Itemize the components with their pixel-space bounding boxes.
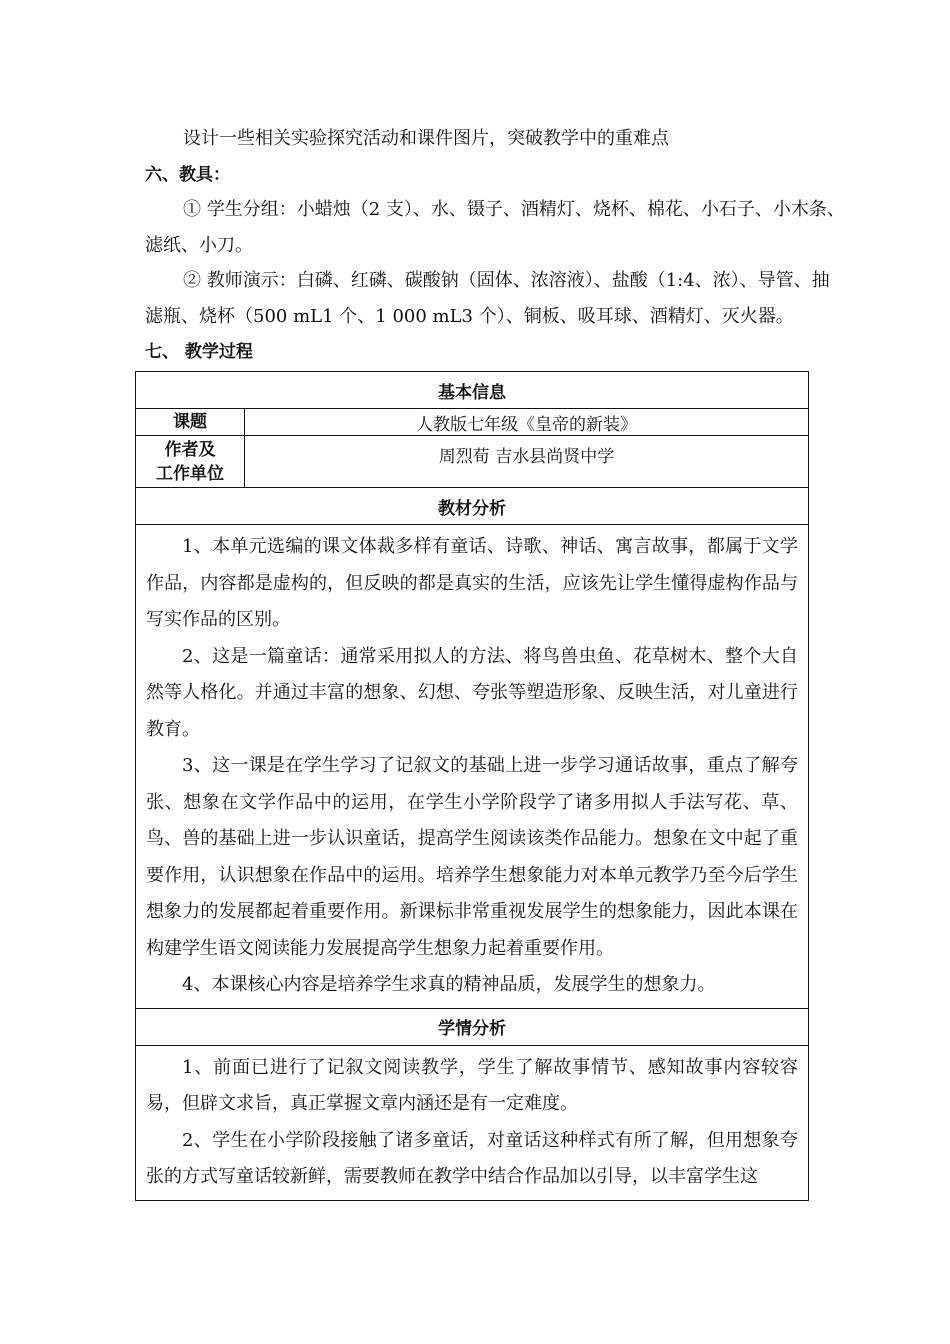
material-paragraph: 3、这一课是在学生学习了记叙文的基础上进一步学习通话故事，重点了解夸张、想象在文学作品中的运用，在学生小学阶段学了诸多用拟人手法写花、草、鸟、兽的基础上进一步认识童话，提高学生阅读该类作品能力。想象在文中起了重要作用，认识想象在作品中的运用。培养学生想象能力对本单元教学乃至今后学生想象力的发展都起着重要作用。新课标非常重视发展学生的想象能力，因此本课在构建学生语文阅读能力发展提高学生想象力起着重要作用。	[146, 755, 798, 959]
author-value: 周烈荀 吉水县尚贤中学	[245, 436, 809, 488]
material-paragraph: 1、本单元选编的课文体裁多样有童话、诗歌、神话、寓言故事，都属于文学作品，内容都是虚构的，但反映的都是真实的生活，应该先让学生懂得虚构作品与写实作品的区别。	[146, 536, 798, 630]
topic-value: 人教版七年级《皇帝的新装》	[245, 409, 809, 436]
student-analysis-title: 学情分析	[136, 1008, 809, 1045]
material-paragraph: 4、本课核心内容是培养学生求真的精神品质，发展学生的想象力。	[182, 974, 716, 995]
equipment-line: 滤瓶、烧杯（500 mL1 个、1 000 mL3 个）、铜板、吸耳球、酒精灯、灭火器。	[145, 306, 794, 327]
equipment-line: 滤纸、小刀。	[145, 235, 253, 256]
material-analysis-body	[136, 525, 809, 1009]
section-7-heading: 七、 教学过程	[145, 342, 253, 362]
author-label-line-2: 工作单位	[156, 463, 224, 484]
author-label	[136, 436, 245, 488]
section-6-heading: 六、教具：	[145, 165, 230, 185]
topic-label: 课题	[136, 409, 245, 436]
intro-line: 设计一些相关实验探究活动和课件图片，突破教学中的重难点	[183, 128, 669, 149]
material-paragraph: 2、这是一篇童话：通常采用拟人的方法、将鸟兽虫鱼、花草树木、整个大自然等人格化。并通过丰富的想象、幻想、夸张等塑造形象、反映生活，对儿童进行教育。	[146, 645, 798, 740]
student-analysis-body	[136, 1045, 809, 1200]
lesson-info-table	[135, 371, 809, 1201]
student-paragraph: 1、前面已进行了记叙文阅读教学，学生了解故事情节、感知故事内容较容易，但辟文求旨，真正掌握文章内涵还是有一定难度。	[146, 1056, 798, 1114]
material-analysis-title: 教材分析	[136, 488, 809, 525]
basic-info-title: 基本信息	[136, 372, 809, 409]
author-label-line-1: 作者及	[164, 439, 216, 460]
equipment-line: ② 教师演示：白磷、红磷、碳酸钠（固体、浓溶液）、盐酸（1:4、浓）、导管、抽	[183, 270, 830, 291]
equipment-line: ① 学生分组：小蜡烛（2 支）、水、镊子、酒精灯、烧杯、棉花、小石子、小木条、	[183, 199, 845, 220]
student-paragraph: 2、学生在小学阶段接触了诸多童话，对童话这种样式有所了解，但用想象夸张的方式写童话较新鲜，需要教师在教学中结合作品加以引导，以丰富学生这	[146, 1129, 798, 1187]
